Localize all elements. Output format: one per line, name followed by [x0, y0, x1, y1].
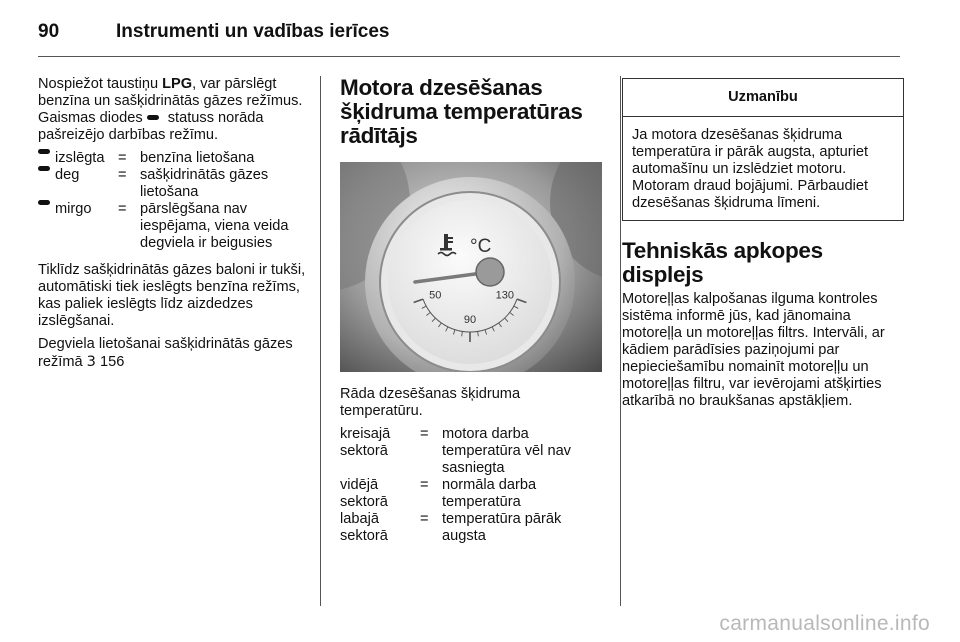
coolant-caption: Rāda dzesēšanas šķidruma temperatūru. [340, 386, 521, 419]
page-header [38, 18, 389, 46]
coolant-heading: Motora dzesēšanas šķidruma temperatūras rādītājs [340, 75, 583, 148]
lpg-para-3: Degviela lietošanai sašķidrinātās gāzes režīmā 3 156 [38, 336, 293, 370]
service-body: Motoreļļas kalpošanas ilguma kontroles sistēma informē jūs, kad jānomaina motoreļļa un motoreļļas filtrs. Intervāli, ar kādiem parādīsies paziņojumi par nepieciešamību nomainīt motoreļļu un motoreļļas filtru, var ievērojami atšķirties atkarībā no braukšanas apstākļiem. [622, 291, 885, 409]
led-indicator-icon [147, 115, 159, 120]
led-row-flashing: mirgo = pārslēgšana nav iespējama, viena veida degviela ir beigusies [38, 201, 308, 252]
caution-title: Uzmanību [623, 79, 903, 117]
lpg-para-2: Tiklīdz sašķidrinātās gāzes baloni ir tukši, automātiski tiek ieslēgts benzīna režīms, kas paliek ieslēgts līdz aizdedzes izslēgšanai. [38, 262, 306, 329]
page-ref-arrow-icon[interactable]: 3 [86, 353, 96, 370]
led-indicator-icon [38, 200, 50, 205]
gauge-tick-label-50: 50 [429, 289, 442, 302]
column-coolant [340, 76, 602, 555]
caution-body: Ja motora dzesēšanas šķidruma temperatūra ir pārāk augsta, apturiet automašīnu un izslēdziet motoru. Motoram draud bojājumi. Pārbaudiet dzesēšanas šķidruma līmeni. [632, 127, 869, 211]
coolant-row-middle: vidējā sektorā = normāla darba temperatūra [340, 477, 537, 510]
page-number: 90 [38, 21, 60, 42]
coolant-sector-table [340, 426, 602, 545]
led-row-off: izslēgta = benzīna lietošana [38, 150, 308, 167]
column-divider-2 [620, 76, 621, 606]
service-heading: Tehniskās apkopes displejs [622, 238, 823, 287]
column-lpg [38, 76, 308, 377]
caution-box [622, 78, 904, 221]
gauge-hub [476, 258, 504, 286]
led-row-on: deg = sašķidrinātās gāzes lietošana [38, 167, 308, 201]
gauge-tick-label-90: 90 [463, 314, 477, 326]
coolant-gauge-photo [340, 162, 602, 372]
gauge-tick-label-130: 130 [495, 289, 514, 302]
column-divider-1 [320, 76, 321, 606]
coolant-row-left: kreisajā sektorā = motora darba temperatūra vēl nav sasniegta [340, 426, 571, 476]
coolant-row-right: labajā sektorā = temperatūra pārāk augsta [340, 511, 562, 544]
lpg-intro: Nospiežot taustiņu LPG, var pārslēgt benzīna un sašķidrinātās gāzes režīmus. Gaismas diodes statuss norāda pašreizējo darbības režīmu. [38, 76, 303, 143]
led-status-table [38, 150, 308, 252]
led-indicator-icon [38, 149, 50, 154]
gauge-unit-label: °C [470, 236, 492, 257]
lpg-key-label: LPG [162, 76, 193, 92]
page-ref-number[interactable]: 156 [100, 354, 125, 370]
header-rule [38, 56, 900, 57]
column-service [622, 76, 904, 416]
watermark: carmanualsonline.info [719, 612, 930, 635]
led-indicator-icon [38, 166, 50, 171]
chapter-title: Instrumenti un vadības ierīces [116, 21, 390, 42]
